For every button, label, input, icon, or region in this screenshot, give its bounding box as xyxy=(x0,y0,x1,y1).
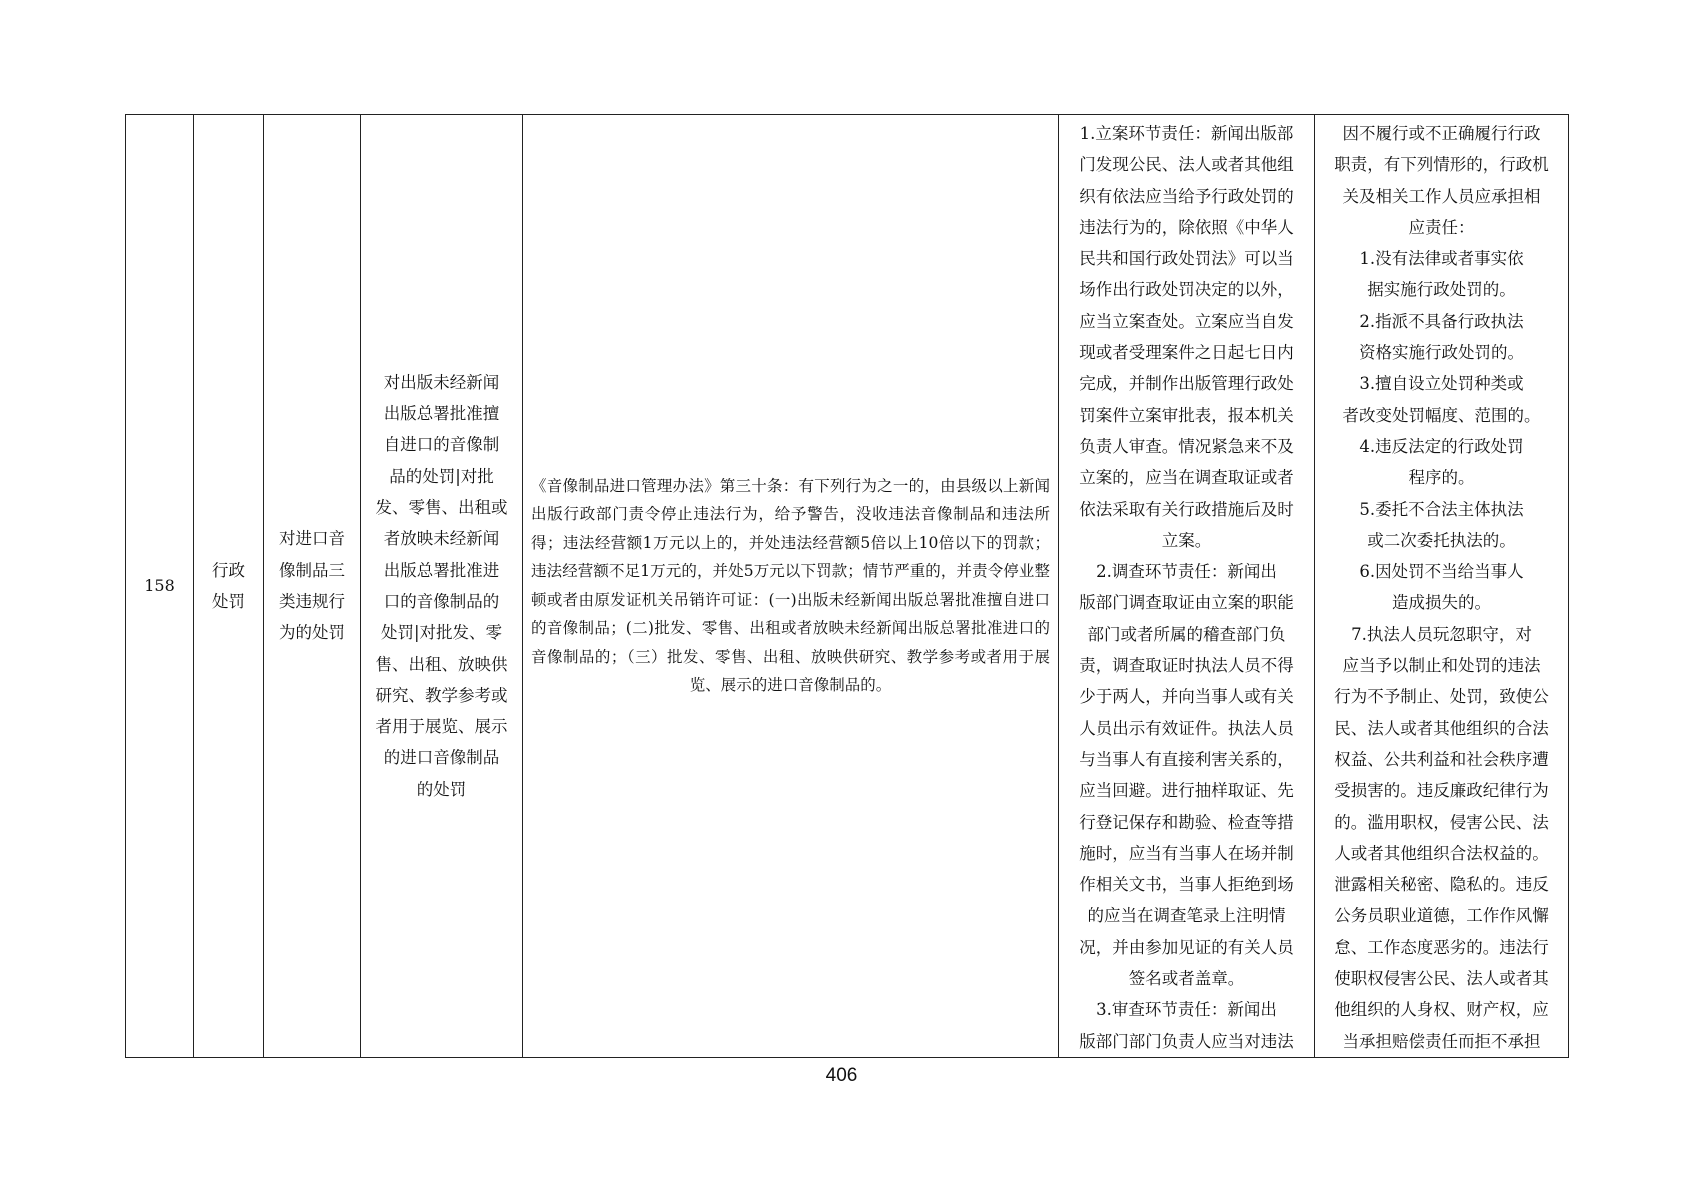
legal-basis-text: 《音像制品进口管理办法》第三十条：有下列行为之一的，由县级以上新闻出版行政部门责令停止违法行为，给予警告，没收违法音像制品和违法所得；违法经营额1万元以上的，并处违法经营额5倍以上10倍以下的罚款；违法经营额不足1万元的，并处5万元以下罚款；情节严重的，并责令停业整顿或者由原发证机关吊销许可证：(一)出版未经新闻出版总署批准擅自进口的音像制品；(二)批发、零售、出租或者放映未经新闻出版总署批准进口的音像制品的；（三）批发、零售、出租、放映供研究、教学参考或者用于展览、展示的进口音像制品的。 xyxy=(531,476,1050,695)
power-item-name: 对进口音 像制品三 类违规行 为的处罚 xyxy=(279,529,345,643)
power-category: 行政 处罚 xyxy=(212,560,245,611)
item-name-cell xyxy=(264,115,361,1058)
row-number-cell xyxy=(126,115,194,1058)
responsibility-cell xyxy=(1059,115,1315,1058)
row-number: 158 xyxy=(144,576,175,596)
category-cell xyxy=(194,115,264,1058)
table-row xyxy=(126,115,1569,1058)
responsibility-text: 1.立案环节责任：新闻出版部 门发现公民、法人或者其他组 织有依法应当给予行政处罚的 违法行为的，除依照《中华人 民共和国行政处罚法》可以当 场作出行政处罚决定的以外， 应当立案查处。立案应当自发 现或者受理案件之日起七日内 完成，并制作出版管理行政处 罚案件立案审批表，报本机关 负责人审查。情况紧急来不及 立案的，应当在调查取证或者 依法采取有关行政措施后及时 立案。 2.调查环节责任：新闻出 版部门调查取证由立案的职能 部门或者所属的稽查部门负 责，调查取证时执法人员不得 少于两人，并向当事人或有关 人员出示有效证件。执法人员 与当事人有直接利害关系的， 应当回避。进行抽样取证、先 行登记保存和勘验、检查等措 施时，应当有当事人在场并制 作相关文书，当事人拒绝到场 的应当在调查笔录上注明情 况，并由参加见证的有关人员 签名或者盖章。 3.审查环节责任：新闻出 版部门部门负责人应当对违法 xyxy=(1079,124,1294,1051)
accountability-cell xyxy=(1315,115,1569,1058)
sub-items-cell xyxy=(361,115,523,1058)
accountability-text: 因不履行或不正确履行行政 职责，有下列情形的，行政机 关及相关工作人员应承担相 应责任： 1.没有法律或者事实依 据实施行政处罚的。 2.指派不具备行政执法 资格实施行政处罚的。 3.擅自设立处罚种类或 者改变处罚幅度、范围的。 4.违反法定的行政处罚 程序的。 5.委托不合法主体执法 或二次委托执法的。 6.因处罚不当给当事人 造成损失的。 7.执法人员玩忽职守，对 应当予以制止和处罚的违法 行为不予制止、处罚，致使公 民、法人或者其他组织的合法 权益、公共利益和社会秩序遭 受损害的。违反廉政纪律行为 的。滥用职权，侵害公民、法 人或者其他组织合法权益的。 泄露相关秘密、隐私的。违反 公务员职业道德，工作作风懈 怠、工作态度恶劣的。违法行 使职权侵害公民、法人或者其 他组织的人身权、财产权，应 当承担赔偿责任而拒不承担 xyxy=(1334,124,1549,1051)
power-list-table xyxy=(125,114,1569,1058)
legal-basis-cell xyxy=(523,115,1059,1058)
power-sub-items: 对出版未经新闻 出版总署批准擅 自进口的音像制 品的处罚|对批 发、零售、出租或 者放映未经新闻 出版总署批准进 口的音像制品的 处罚|对批发、零 售、出租、放映供 研究、教学参考或 者用于展览、展示 的进口音像制品 的处罚 xyxy=(375,372,508,799)
page-number: 406 xyxy=(825,1065,858,1086)
